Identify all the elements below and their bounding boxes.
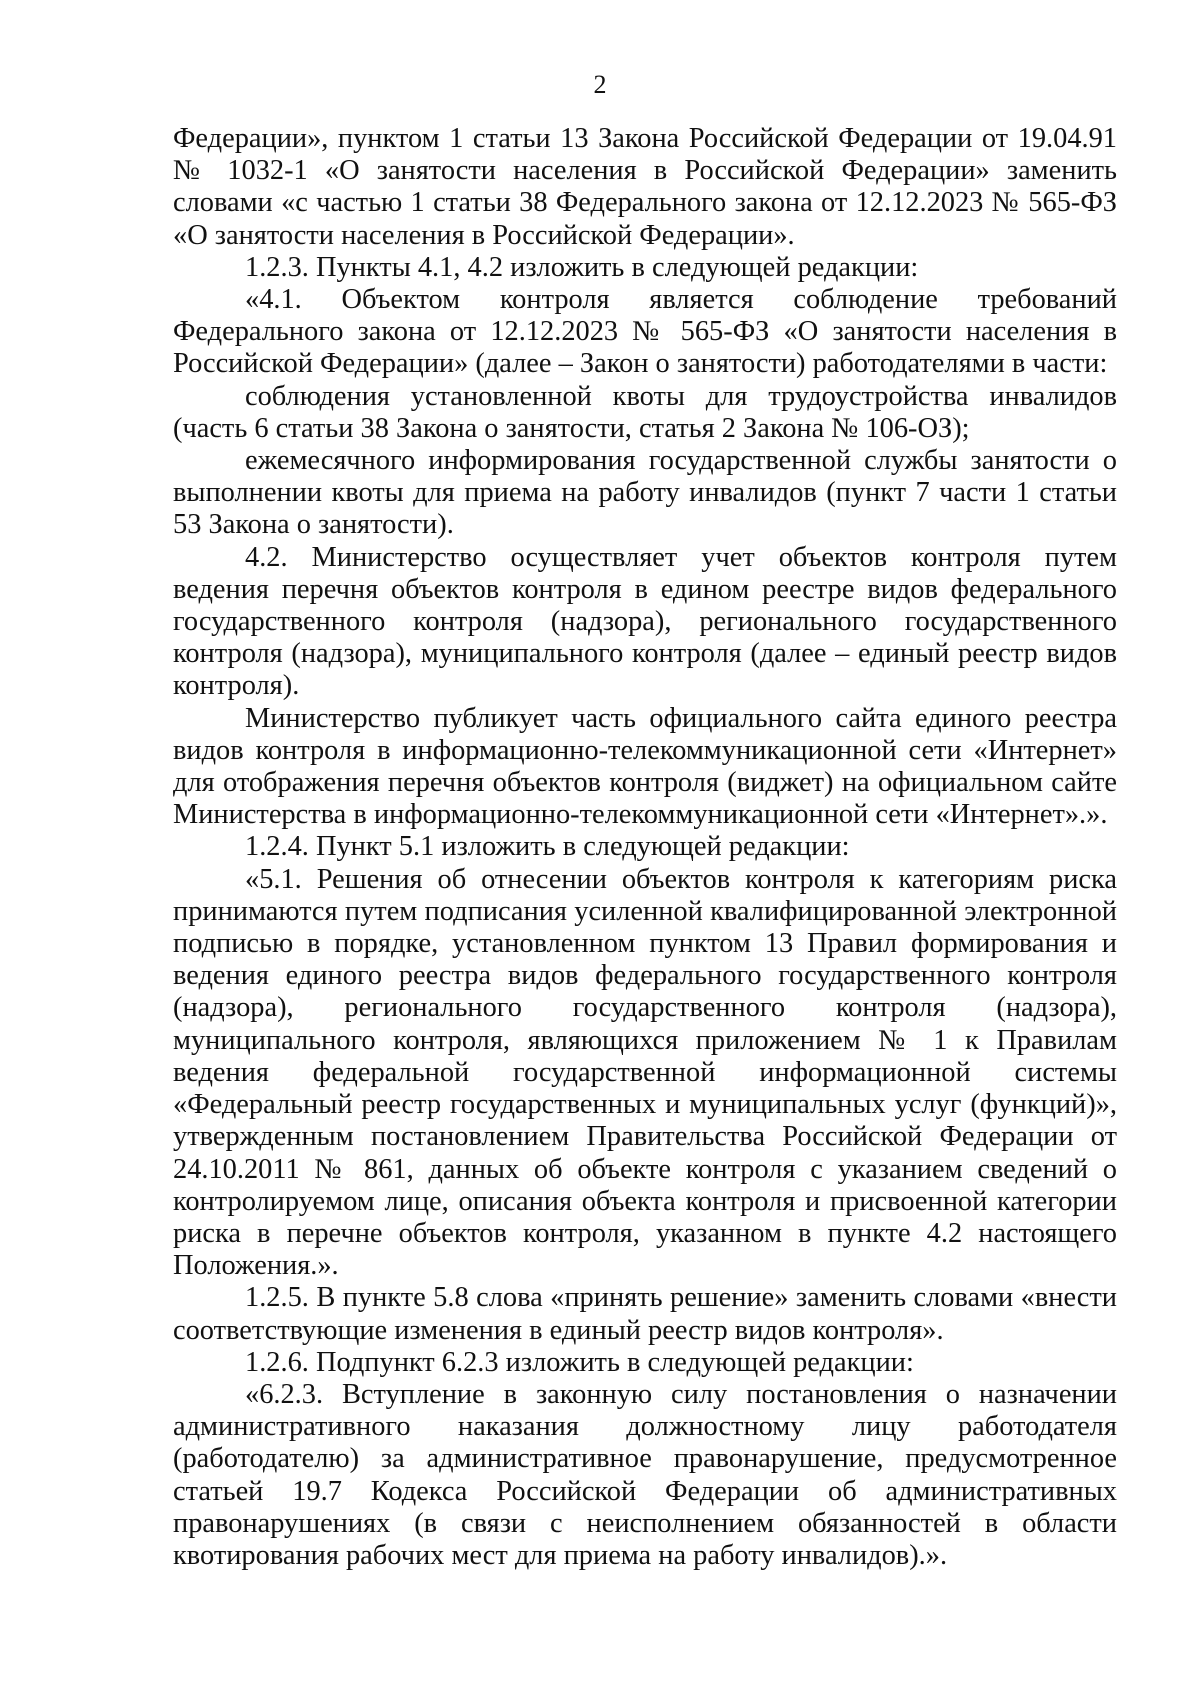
paragraph-1-2-6: 1.2.6. Подпункт 6.2.3 изложить в следующей редакции: xyxy=(245,1346,914,1378)
page-number: 2 xyxy=(593,70,607,99)
paragraph-5-1: «5.1. Решения об отнесении объектов контроля к категориям риска принимаются путем подписания усиленной квалифицированной электронной подписью в порядке, установленном пунктом 13 Правил формирования и ведения единого реестра видов федерального государственного контроля (надзора), регионального государственного контроля (надзора), муниципального контроля, являющихся приложением № 1 к Правилам ведения федеральной государственной информационной системы «Федеральный реестр государственных и муниципальных услуг (функций)», утвержденным постановлением Правительства Российской Федерации от 24.10.2011 № 861, данных об объекте контроля с указанием сведений о контролируемом лице, описания объекта контроля и присвоенной категории риска в перечне объектов контроля, указанном в пункте 4.2 настоящего Положения.». xyxy=(173,863,1117,1282)
paragraph-4-1: «4.1. Объектом контроля является соблюдение требований Федерального закона от 12.12.2023 № 565-ФЗ «О занятости населения в Российской Федерации» (далее – Закон о занятости) работодателями в части: xyxy=(173,284,1117,380)
paragraph-continuation: Федерации», пунктом 1 статьи 13 Закона Российской Федерации от 19.04.91 № 1032-1 «О занятости населения в Российской Федерации» заменить словами «с частью 1 статьи 38 Федерального закона от 12.12.2023 № 565-ФЗ «О занятости населения в Российской Федерации». xyxy=(173,123,1117,251)
paragraph-ministry-publishes: Министерство публикует часть официального сайта единого реестра видов контроля в информационно-телекоммуникационной сети «Интернет» для отображения перечня объектов контроля (виджет) на официальном сайте Министерства в информационно-телекоммуникационной сети «Интернет».». xyxy=(173,702,1117,831)
paragraph-1-2-4: 1.2.4. Пункт 5.1 изложить в следующей редакции: xyxy=(245,831,850,863)
paragraph-1-2-5: 1.2.5. В пункте 5.8 слова «принять решение» заменить словами «внести соответствующие изменения в единый реестр видов контроля». xyxy=(173,1282,1117,1346)
paragraph-quota-compliance: соблюдения установленной квоты для трудоустройства инвалидов (часть 6 статьи 38 Закона о занятости, статья 2 Закона № 106-ОЗ); xyxy=(173,380,1117,444)
paragraph-monthly-informing: ежемесячного информирования государственной службы занятости о выполнении квоты для приема на работу инвалидов (пункт 7 части 1 статьи 53 Закона о занятости). xyxy=(173,445,1117,541)
paragraph-6-2-3: «6.2.3. Вступление в законную силу постановления о назначении административного наказания должностному лицу работодателя (работодателю) за административное правонарушение, предусмотренное статьей 19.7 Кодекса Российской Федерации об административных правонарушениях (в связи с неисполнением обязанностей в области квотирования рабочих мест для приема на работу инвалидов).». xyxy=(173,1378,1117,1571)
paragraph-1-2-3: 1.2.3. Пункты 4.1, 4.2 изложить в следующей редакции: xyxy=(245,251,919,283)
paragraph-4-2: 4.2. Министерство осуществляет учет объектов контроля путем ведения перечня объектов контроля в едином реестре видов федерального государственного контроля (надзора), регионального государственного контроля (надзора), муниципального контроля (далее – единый реестр видов контроля). xyxy=(173,541,1117,702)
document-body xyxy=(173,123,1117,1572)
